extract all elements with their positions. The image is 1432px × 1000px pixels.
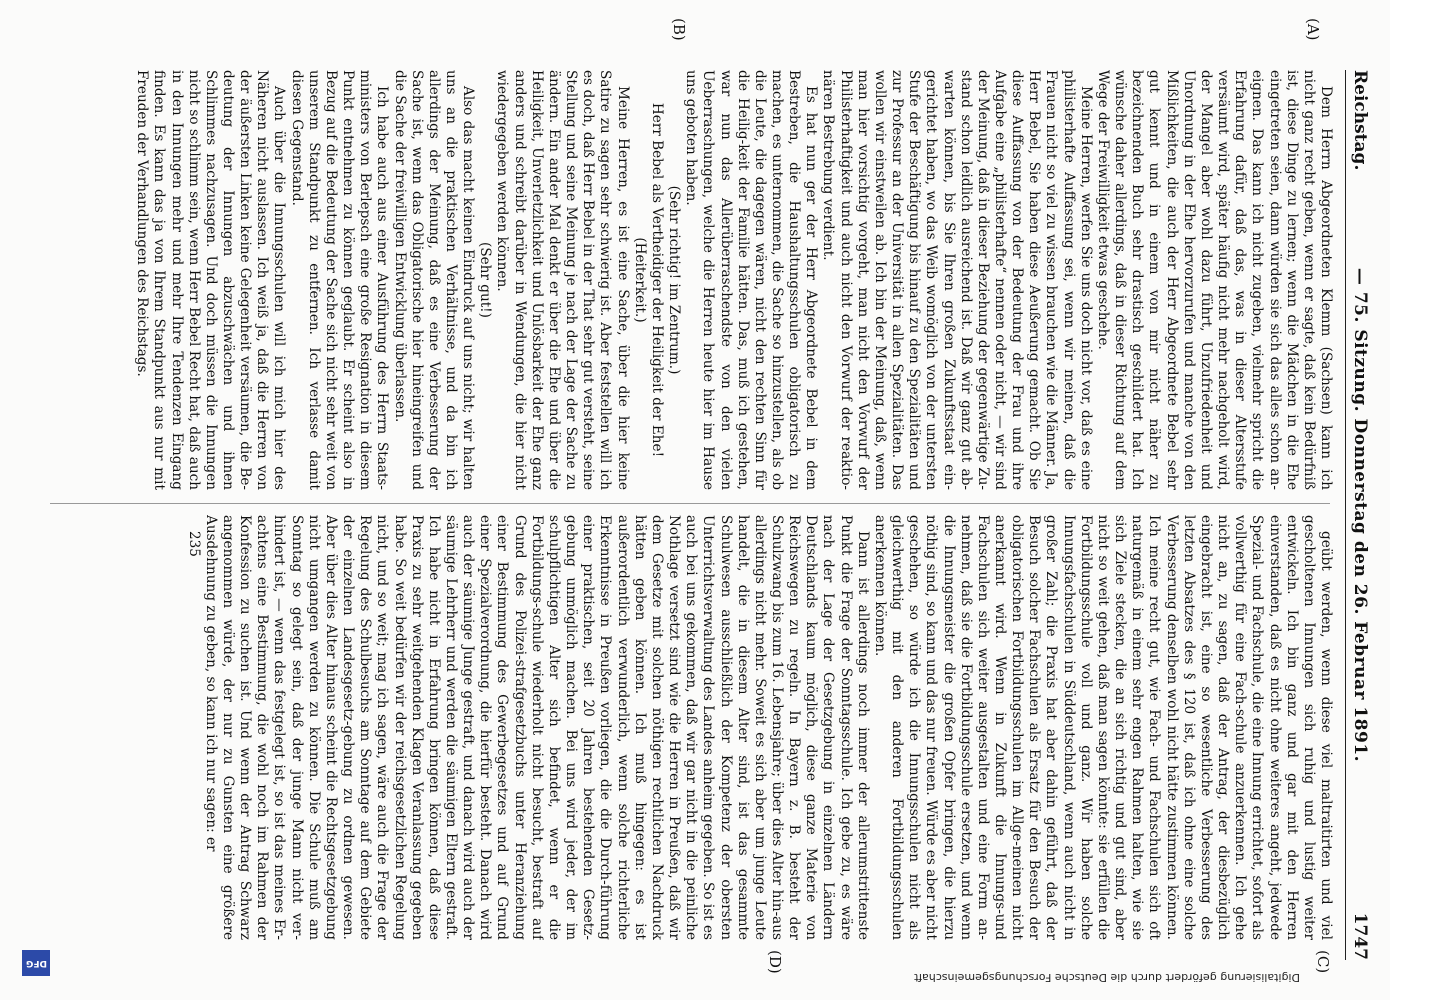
interjection: (Sehr gut!) <box>477 242 494 318</box>
margin-marker-d: (D) <box>766 950 784 974</box>
paragraph: geübt werden, wenn diese viel maltraitirten und viel gescholtenen Innungen sich ruhig und lustig weiter entwickeln. Ich bin ganz und gar mit den Herren einverstanden, daß es nicht ohne weiteres angeht, jedwede Spezial- und Fachschule, die eine Innung errichtet, sofort als vollwerthig für eine Fach-schule anzuerkennen. Ich gehe nicht an, zu sagen, daß der Antrag, der diesbezüglich eingebracht ist, eine so wesentliche Verbesserung des letzten Absatzes des § 120 ist, daß ich ohne eine solche Verbesserung denselben wohl nicht hätte zustimmen können. Ich meine recht gut, wie Fach- und Fachschulen sich oft naturgemäß in einem sehr engen Rahmen halten, wie sie sich Ziele stecken, die an sich richtig und gut sind, aber nicht so weit gehen, daß man sagen könnte: sie erfüllen die Fortbildungsschule voll und ganz. Wir haben solche Innungsfachschulen in Süddeutschland, wenn auch nicht in großer Zahl; die Praxis hat aber dahin geführt, daß der Besuch solcher Fachschulen als Ersatz für den Besuch der obligatorischen Fortbildungsschulen im Allge-meinen nicht anerkannt wird. Wenn in Zukunft die Innungs-und Fachschulen sich weiter ausgestalten und eine Form an-nehmen, daß sie die Fortbildungsschule ersetzen, und wenn die Innungsmeister die großen Opfer bringen, die hierzu nöthig sind, so kann und das nur freuen. Würde es aber nicht geschehen, so würde ich die Innungsschulen nicht als gleichwerthig mit den anderen Fortbildungsschulen anerkennen können. <box>871 515 1334 940</box>
margin-marker-c: (C) <box>1314 950 1332 974</box>
paragraph: Auch über die Innungsschulen will ich mich hier des Näheren nicht auslassen. Ich weiß ja, daß die Herren von der äußersten Linken keine Gelegenheit versäumen, die Be-deutung der Innungen abzuschwächen und ihnen Schlimmes nachzusagen. Und doch müssen die Innungen nicht so schlimm sein, wenn Herr Bebel Recht hat, daß auch in den Innungen mehr und mehr Ihre Tendenzen Eingang finden. Es kann das ja von Ihrem Standpunkt aus nur mit Freuden der Verhandlungen des Reichstags. <box>134 70 288 490</box>
margin-marker-b: (B) <box>670 18 688 41</box>
page-header <box>1345 70 1370 960</box>
paragraph: Dem Herrn Abgeordneten Klemm (Sachsen) kann ich nicht ganz recht geben, wenn er sagte, daß kein Bedürfniß ist, diese Dinge zu lernen; wenn die Mädchen in die Ehe eingetreten seien, dann würden sie sich das alles schon an-eignen. Das kann ich nicht zugeben, vielmehr spricht die Erfahrung dafür, daß das, was in dieser Altersstufe versäumt wird, später häufig nicht mehr nachgeholt wird, der Mangel aber wohl dazu führt, Unzufriedenheit und Unordnung in der Ehe hervorzurufen und manche von den Mißlichkeiten, die auch der Herr Abgeordnete Bebel sehr gut kennt und in einem von mir nicht näher zu bezeichnenden Buch sehr drastisch geschildert hat. Ich wünsche daher allerdings, daß in dieser Richtung auf dem Wege der Freiwilligkeit etwas geschehe. <box>1094 70 1334 490</box>
header-title: — 75. Sitzung. Donnerstag den 26. Februar 1891. <box>1350 267 1370 763</box>
left-column <box>44 70 1334 490</box>
paragraph: Ich habe auch aus einer Ausführung des Herrn Staats-ministers von Berlepsch eine große Resignation in diesem Punkt entnehmen zu können geglaubt. Er scheint also in Bezug auf die Bedeutung der Sache sich nicht sehr weit von unserem Standpunkt zu entfernen. Ich verlasse damit diesen Gegenstand. <box>288 70 391 490</box>
interjection: (Heiterkeit.) <box>631 237 648 323</box>
page-number: 1747 <box>1350 912 1370 960</box>
right-column <box>44 515 1334 940</box>
paragraph: Es hat nun ger der Herr Abgeordnete Bebel in dem Bestreben, die Haushaltungsschulen obligatorisch zu machen, es unternommen, die Sache so hinzustellen, als ob die Leute, die dagegen wären, nicht den rechten Sinn für die Heilig-keit der Familie hätten. Das, muß ich gestehen, war nun das Allerüberraschendste von den vielen Ueberraschungen, welche die Herren heute hier im Hause uns geboten haben. <box>683 70 820 490</box>
paragraph: Meine Herren, werfen Sie uns doch nicht vor, daß es eine philisterhafte Auffassung sei, wenn wir meinen, daß die Frauen nicht so viel zu wissen brauchen wie die Männer. Ja, Herr Bebel, Sie haben diese Aeußerung gemacht. Ob Sie diese Auffassung von der Bedeutung der Frau und ihre Aufgabe eine „philisterhafte“ nennen oder nicht, — wir sind der Meinung, daß in dieser Beziehung der gegenwärtige Zu-stand schon leidlich ausreichend ist. Daß wir ganz gut ab-warten können, bis Sie Ihren großen Zukunftsstaat ein-gerichtet haben, wo das Weib womöglich von der untersten Stufe der Beschäftigung bis hinauf zu den Spezialitäten und zur Professur an der Universität in allen Spezialitäten. Das wollen wir einstweilen ab. Ich bin der Meinung, daß, wenn man hier vorsichtig vorgeht, man nicht den Vorwurf der Philisterhaftigkeit und auch nicht den Vorwurf der reaktio-nären Bestrebung verdient. <box>820 70 1094 490</box>
paragraph: 235 <box>185 531 202 557</box>
paragraph: Meine Herren, es ist eine Sache, über die hier keine Satire zu sagen sehr schwierig ist. Aber feststellen will ich es doch, daß Herr Bebel in der That sehr gut versteht, seine Stellung und seine Meinung je nach der Lage der Sache zu ändern. Ein ander Mal denkt er über die Ehe und über die Heiligkeit, Unverletzlichkeit und Unlösbarkeit der Ehe ganz anders und schreibt darüber in Wendungen, die hier nicht wiedergegeben werden können. <box>494 70 631 490</box>
dfg-logo: DFG <box>22 950 50 976</box>
margin-marker-a: (A) <box>1304 18 1322 41</box>
interjection: (Sehr richtig! im Zentrum.) <box>666 185 683 375</box>
interjection: Herr Bebel als Vertheidiger der Heiligkeit der Ehe! <box>648 102 665 458</box>
paragraph: Also das macht keinen Eindruck auf uns nicht; wir halten uns an die praktischen Verhältnisse, und da bin ich allerdings der Meinung, daß es eine Verbesserung der Sache ist, wenn das Obligatorische hier hineingreifen und die Sache der freiwilligen Entwicklung überlassen. <box>391 70 477 490</box>
paragraph: Dann ist allerdings noch immer der allerumstrittenste Punkt die Frage der Sonntagsschule. Ich gebe zu, es wäre nach der Lage der Gesetzgebung in einzelnen Ländern Deutschlands kaum möglich, diese ganze Materie von Reichswegen zu regeln. In Bayern z. B. besteht der Schulzwang bis zum 16. Lebensjahre; über dies Alter hin-aus allerdings nicht mehr. Soweit es sich aber um junge Leute handelt, die in diesem Alter sind, ist das gesammte Schulwesen ausschließlich der Kompetenz der obersten Unterrichtsverwaltung des Landes anheim gegeben. So ist es auch bei uns gekommen, daß wir gar nicht in die peinliche Nothlage versetzt sind wie die Herren in Preußen, daß wir dem Gesetze mit solchen nöthigen rechtlichen Nachdruck hätten geben können. Ich muß hingegen: es ist außerordentlich verwunderlich, wenn solche richterliche Erkenntnisse in Preußen vorliegen, die die Durch-führung einer praktischen, seit 20 Jahren bestehenden Gesetz-gebung unmöglich machen. Bei uns wird jeder, der im schulpflichtigen Alter sich befindet, wenn er die Fortbildungs-schule wiederholt nicht besucht, bestraft auf Grund des Polizei-strafgesetzbuchs unter Heranziehung einer Bestimmung des Gewerbegesetzes und auf Grund einer Spezialverordnung, die hierfür besteht. Danach wird auch der säumige Junge gestraft, und danach wird auch der säumige Lehrherr und werden die säumigen Eltern gestraft. Ich habe nicht in Erfahrung bringen können, daß diese Praxis zu sehr weitgehenden Klagen Veranlassung gegeben habe. So weit bedürfen wir der reichsgesetzlichen Regelung nicht, und so weit; mag ich sagen, wäre auch die Frage der Regelung des Schulbesuchs am Sonntage auf dem Gebiete der einzelnen Landesgesetz-gebung zu ordnen gewesen. Aber über dies Alter hinaus scheint die Rechtsgesetzgebung nicht umgangen werden zu können. Die Schule muß am Sonntag so gelegt sein, daß der junge Mann nicht ver-hindert ist, — wenn das festgelegt ist, so ist das meines Er-achtens eine Bestimmung, die wohl noch im Rahmen der Konfession zu suchen ist. Und wenn der Antrag Schwarz angenommen würde, der nur zu Gunsten eine größere Ausdehnung zu geben, so kann ich nur sagen: er <box>202 515 871 940</box>
column-divider <box>50 503 1330 504</box>
header-left: Reichstag. <box>1350 70 1370 171</box>
digitization-credit: Digitalisierung gefördert durch die Deutsche Forschungsgemeinschaft <box>914 971 1300 984</box>
